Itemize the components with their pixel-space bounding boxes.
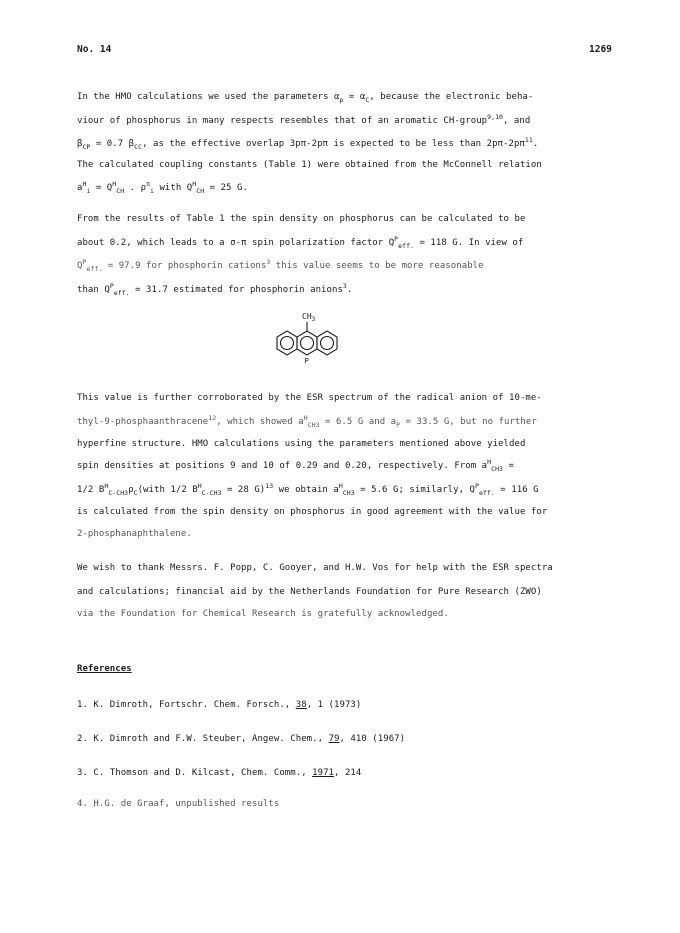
paragraph-2-line-3: $Q^P_{eff.} = 97.9$ for phosphorin cations$^3$ this value seems to be more reasonable bbox=[77, 258, 484, 273]
middle-ring-aromatic-circle bbox=[301, 337, 314, 350]
paragraph-3-line-6: is calculated from the spin density on phosphorus in good agreement with the value for bbox=[77, 507, 548, 517]
paragraph-1-line-3: $\beta_{CP} = 0.7$ $\beta_{CC}$, as the effective overlap 3pπ-2pπ is expected to be less than $2p\pi-2p\pi^{11}$. bbox=[77, 136, 539, 151]
paragraph-1-line-1: In the HMO calculations we used the parameters $\alpha_p = \alpha_C$, because the electronic beha- bbox=[77, 92, 534, 104]
journal-issue: No. 14 bbox=[77, 44, 112, 55]
paragraph-1-line-2: viour of phosphorus in many respects resembles that of an aromatic CH-group$^{9,10}$, and bbox=[77, 113, 531, 126]
acknowledgement-line-2: and calculations; financial aid by the Netherlands Foundation for Pure Research (ZWO) bbox=[77, 587, 542, 597]
structure-drawing bbox=[268, 308, 368, 368]
reference-2: 2. K. Dimroth and F.W. Steuber, Angew. Chem., 79, 410 (1967) bbox=[77, 734, 406, 744]
phosphorus-label: P bbox=[304, 357, 309, 365]
paragraph-2-line-1: From the results of Table 1 the spin density on phosphorus can be calculated to be bbox=[77, 214, 526, 224]
reference-4: 4. H.G. de Graaf, unpublished results bbox=[77, 799, 280, 809]
phosphaanthracene-structure bbox=[268, 308, 368, 371]
paragraph-2-line-4: than $Q^P_{eff.} = 31.7$ estimated for phosphorin anions$^3$. bbox=[77, 282, 353, 297]
paragraph-3-line-5: 1/2 $B^H_{C-CH3}\rho_C(with$ 1/2 $B^H_{C-CH3} = 28$ G)$^{13}$ we obtain $a^H_{CH3} = 5.6$ G; similarly, $Q^P_{eff.} = 116$ G bbox=[77, 482, 539, 497]
references-heading: References bbox=[77, 664, 132, 674]
left-ring-aromatic-circle bbox=[281, 337, 294, 350]
paragraph-3-line-1: This value is further corroborated by the ESR spectrum of the radical anion of 10-me- bbox=[77, 393, 542, 403]
acknowledgement-line-1: We wish to thank Messrs. F. Popp, C. Gooyer, and H.W. Vos for help with the ESR spectra bbox=[77, 563, 553, 573]
paragraph-2-line-2: about 0.2, which leads to a σ-π spin polarization factor $Q^P_{eff.} = 118$ G. In view of bbox=[77, 235, 524, 250]
reference-1: 1. K. Dimroth, Fortschr. Chem. Forsch., 38, 1 (1973) bbox=[77, 700, 362, 710]
paragraph-3-line-4: spin densities at positions 9 and 10 of 0.29 and 0.20, respectively. From $a^H_{CH3}$ = bbox=[77, 458, 514, 473]
methyl-label: $CH_3$ bbox=[302, 312, 316, 323]
page-number: 1269 bbox=[589, 44, 612, 55]
mcconnell-relation: $a^H_i = Q^H_{CH}$ . $\rho^\pi_i$ with $Q^H_{CH} = 25$ G. bbox=[77, 180, 248, 195]
acknowledgement-line-3: via the Foundation for Chemical Research is gratefully acknowledged. bbox=[77, 609, 449, 619]
right-ring-aromatic-circle bbox=[321, 337, 334, 350]
paragraph-3-line-2: thyl-9-phosphaanthracene$^{12}$, which showed $a^H_{CH3} = 6.5$ G and $a_P = 33.5$ G, but no further bbox=[77, 414, 537, 429]
paragraph-1-line-4: The calculated coupling constants (Table 1) were obtained from the McConnell relation bbox=[77, 160, 542, 170]
reference-3: 3. C. Thomson and D. Kilcast, Chem. Comm., 1971, 214 bbox=[77, 768, 362, 778]
paragraph-3-line-7: 2-phosphanaphthalene. bbox=[77, 529, 192, 539]
paragraph-3-line-3: hyperfine structure. HMO calculations using the parameters mentioned above yielded bbox=[77, 439, 526, 449]
